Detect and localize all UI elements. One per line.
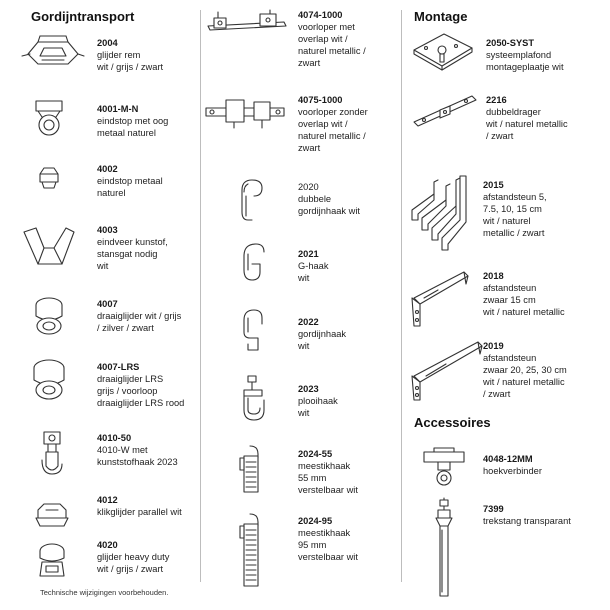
section-heading-montage: Montage [414,9,468,24]
draw-rod-icon [426,496,462,600]
ceiling-plate-icon [410,30,476,76]
glider-brake-icon [20,34,86,70]
column-divider-1 [200,10,201,582]
spacer-brackets-icon [408,170,470,254]
heavy-duty-glider-icon [36,542,68,580]
product-4048-12mm: 4048-12MM hoekverbinder [483,454,542,476]
product-2004: 2004 glijder rem wit / grijs / zwart [97,37,197,73]
adjustable-hook-55-icon [236,444,270,494]
pleat-hook-icon [238,374,270,424]
product-2024-55: 2024-55 meestikhaak 55 mm verstelbaar wit [298,449,358,495]
product-7399: 7399 trekstang transparant [483,504,571,526]
swivel-glider-icon [32,296,66,336]
product-2050-syst: 2050-SYST systeemplafond montageplaatje wit [486,38,564,72]
adjustable-hook-95-icon [236,512,270,588]
click-glider-icon [34,500,70,530]
product-4075-1000: 4075-1000 voorloper zonder overlap wit / naturel metallic / zwart [298,95,368,153]
section-heading-gordijntransport: Gordijntransport [31,9,135,24]
product-4002: 4002 eindstop metaal naturel [97,164,163,198]
product-4012: 4012 klikglijder parallel wit [97,495,182,517]
product-code: 2004 [97,38,118,48]
product-2022: 2022 gordijnhaak wit [298,317,347,351]
curtain-hook-icon [238,306,268,354]
master-carrier-overlap-icon [206,8,290,40]
product-4074-1000: 4074-1000 voorloper met overlap wit / naturel metallic / zwart [298,10,366,68]
product-2015: 2015 afstandsteun 5, 7.5, 10, 15 cm wit / naturel metallic / zwart [483,180,547,238]
double-hook-icon [234,176,270,224]
product-4003: 4003 eindveer kunstof, stansgat nodig wit [97,225,168,271]
product-2018: 2018 afstandsteun zwaar 15 cm wit / naturel metallic [483,271,565,317]
corner-connector-icon [420,444,468,490]
end-stop-icon [36,166,62,192]
glider-hook-icon [38,430,66,478]
product-2023: 2023 plooihaak wit [298,384,338,418]
product-4001-m-n: 4001-M-N eindstop met oog metaal naturel [97,104,169,138]
product-2216: 2216 dubbeldrager wit / naturel metallic / zwart [486,95,568,141]
product-2021: 2021 G-haak wit [298,249,329,283]
heavy-spacer-15-icon [408,268,472,330]
section-heading-accessoires: Accessoires [414,415,491,430]
product-2020: 2020 dubbele gordijnhaak wit [298,181,400,217]
master-carrier-icon [204,96,288,132]
product-4010-50: 4010-50 4010-W met kunststofhaak 2023 [97,433,178,467]
heavy-spacer-30-icon [408,338,484,404]
product-2024-95: 2024-95 meestikhaak 95 mm verstelbaar wit [298,516,358,562]
footer-note: Technische wijzigingen voorbehouden. [40,588,169,597]
product-4020: 4020 glijder heavy duty wit / grijs / zwart [97,540,170,574]
end-spring-icon [22,226,76,272]
product-4007: 4007 draaiglijder wit / grijs / zilver / zwart [97,299,182,333]
product-4007-lrs: 4007-LRS draaiglijder LRS grijs / voorloop draaiglijder LRS rood [97,362,185,408]
double-bracket-icon [410,92,478,132]
column-divider-2 [401,10,402,582]
g-hook-icon [238,240,268,286]
product-2019: 2019 afstandsteun zwaar 20, 25, 30 cm wit / naturel metallic / zwart [483,341,567,399]
swivel-glider-lrs-icon [30,358,68,402]
end-stop-eye-icon [32,97,66,139]
product-code: 2020 [298,182,319,192]
